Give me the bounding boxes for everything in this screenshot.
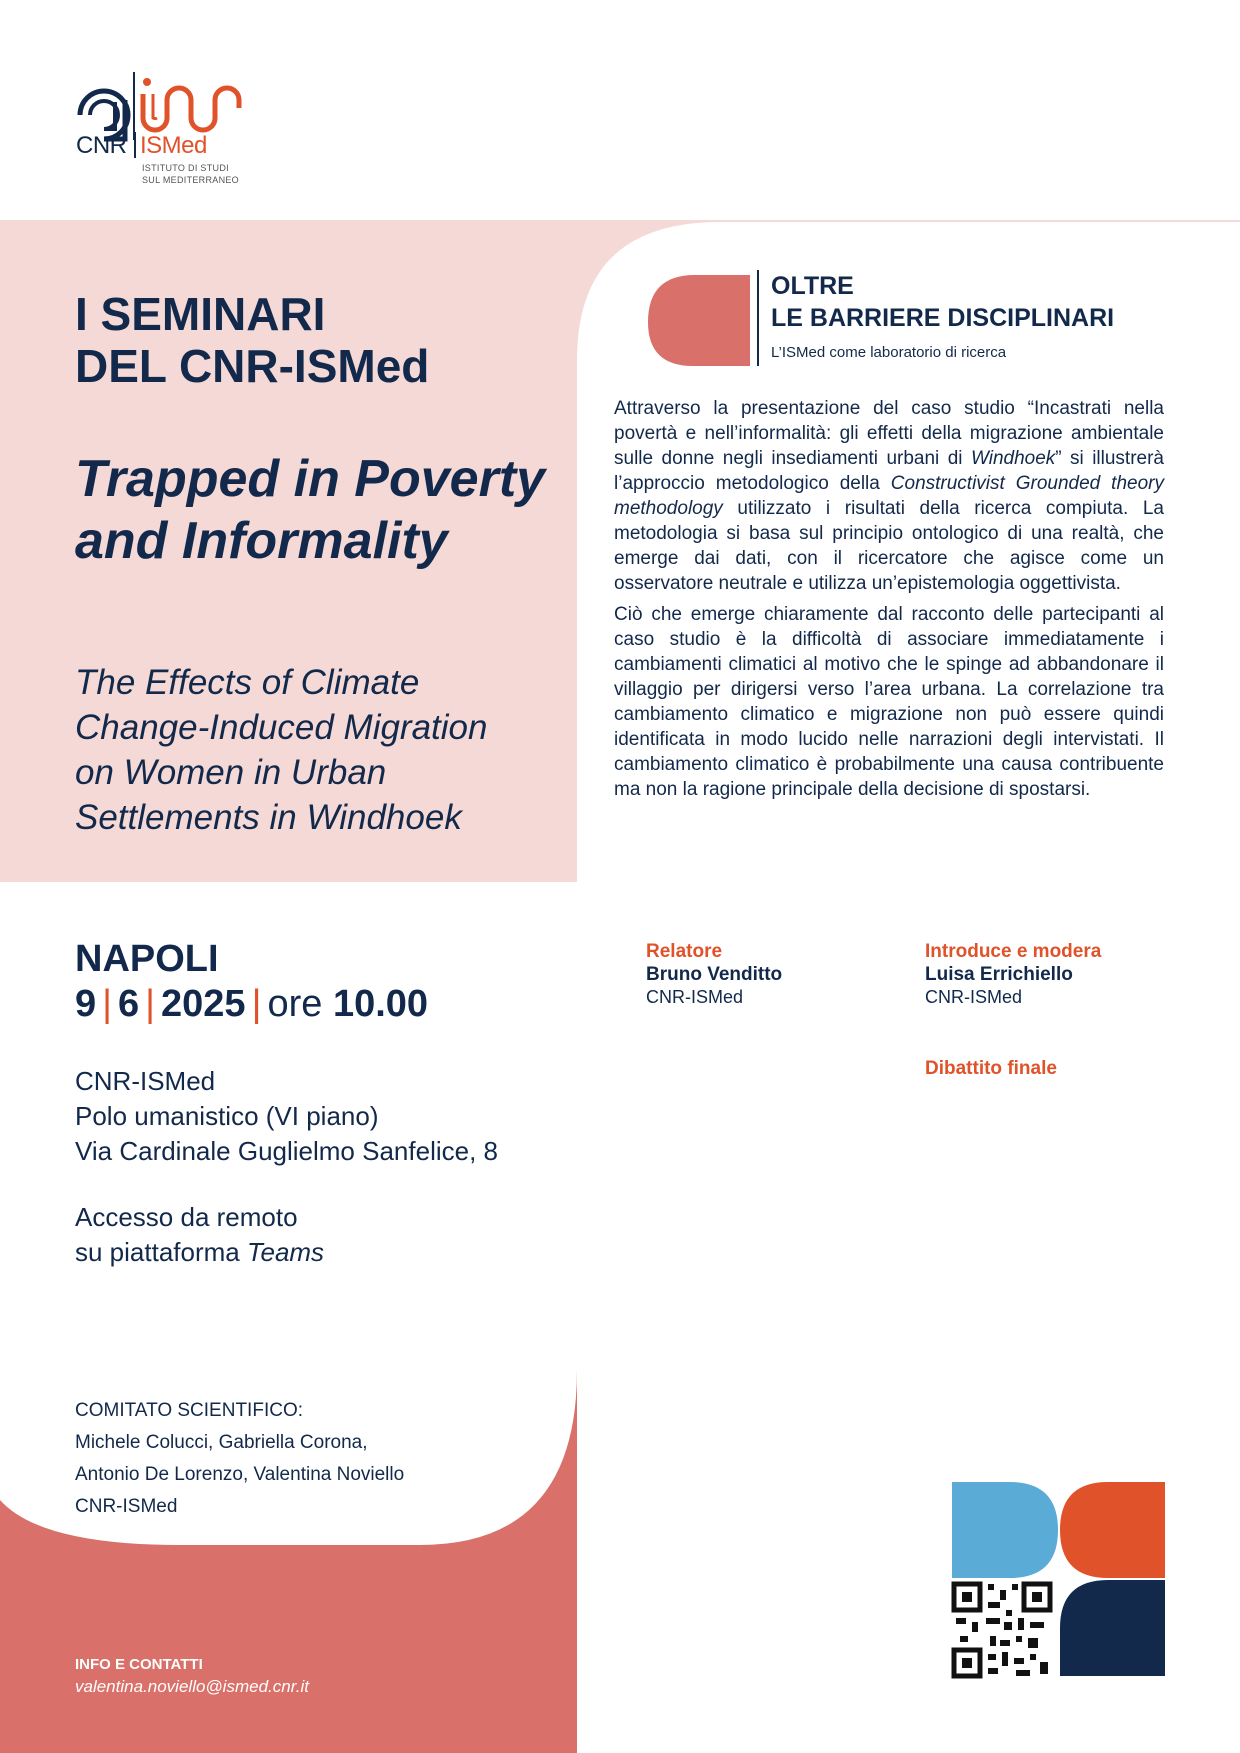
title-line: Trapped in Poverty: [75, 450, 546, 508]
series-line: I SEMINARI: [75, 288, 326, 340]
abstract-paragraph-1: Attraverso la presentazione del caso studio “Incastrati nella povertà e nell’informalità: gli effetti della migrazione ambientale sulle donne negli insediamenti urbani di Windhoek” si illustrerà l’approccio metodologico della Constructivist Grounded theory methodology utilizzato i risultati della ricerca compiuta. La metodologia si basa sul principio ontologico di una realtà, che emerge dai dati, con il ricercatore che agisce come un osservatore neutrale e utilizza un’epistemologia oggettivista.: [614, 398, 1164, 594]
speaker-moderatore: [925, 940, 1101, 1009]
event-city: NAPOLI: [75, 938, 219, 980]
scientific-committee: [75, 1395, 404, 1523]
curve-transition: [0, 882, 577, 940]
role-label: Introduce e modera: [925, 941, 1102, 962]
subtitle-line: on Women in Urban: [75, 753, 387, 792]
subtitle-line: Change-Induced Migration: [75, 708, 488, 747]
committee-line: Antonio De Lorenzo, Valentina Noviello: [75, 1464, 405, 1485]
logo-subtitle-line: ISTITUTO DI STUDI: [142, 163, 229, 173]
navy-shape: [1060, 1580, 1165, 1676]
logo-ismed-text: ISMed: [140, 132, 207, 159]
orange-shape: [1060, 1482, 1165, 1578]
logo-subtitle-line: SUL MEDITERRANEO: [142, 175, 239, 185]
box-header-divider: [757, 270, 759, 366]
logo-subtitle: [142, 162, 239, 186]
abstract-text: [614, 396, 1164, 808]
committee-line: CNR-ISMed: [75, 1496, 178, 1517]
title-line: and Informality: [75, 512, 448, 570]
subtitle-line: Settlements in Windhoek: [75, 798, 462, 837]
speaker-name: Bruno Venditto: [646, 964, 783, 985]
platform-name: Teams: [246, 1237, 325, 1267]
logo-separator: [134, 132, 136, 158]
contact-email-link[interactable]: valentina.noviello@ismed.cnr.it: [75, 1677, 309, 1696]
box-title-line: LE BARRIERE DISCIPLINARI: [771, 304, 1115, 332]
event-venue: [75, 1064, 498, 1169]
committee-label: COMITATO SCIENTIFICO:: [75, 1400, 303, 1421]
role-label: Relatore: [646, 941, 723, 962]
speaker-name: Luisa Errichiello: [925, 964, 1073, 985]
venue-line: Polo umanistico (VI piano): [75, 1101, 379, 1131]
contacts-label: INFO E CONTATTI: [75, 1656, 203, 1673]
seminar-title: [75, 448, 575, 572]
box-title-line: OLTRE: [771, 272, 854, 300]
remote-line: Accesso da remoto: [75, 1202, 298, 1232]
qr-code[interactable]: [952, 1582, 1052, 1678]
speaker-affiliation: CNR-ISMed: [646, 987, 744, 1007]
remote-line: su piattaforma Teams: [75, 1237, 325, 1267]
seminar-subtitle: [75, 660, 555, 840]
series-heading: [75, 288, 429, 392]
committee-line: Michele Colucci, Gabriella Corona,: [75, 1432, 368, 1453]
speaker-affiliation: CNR-ISMed: [925, 987, 1023, 1007]
speaker-relatore: [646, 940, 782, 1009]
blue-shape: [952, 1482, 1058, 1578]
remote-access: [75, 1200, 324, 1270]
venue-line: CNR-ISMed: [75, 1066, 216, 1096]
logo-cnr-text: CNR: [76, 132, 127, 159]
event-date: 9 | 6 | 2025 | ore 10.00: [75, 983, 429, 1025]
box-title: [771, 270, 1114, 334]
abstract-paragraph-2: Ciò che emerge chiaramente dal racconto delle partecipanti al caso studio è la difficoltà di associare immediatamente i cambiamenti climatici al motivo che le spinge ad abbandonare il villaggio per dirigersi verso l’area urbana. La correlazione tra cambiamento climatico e migrazione non può essere quindi identificata in modo lucido nelle narrazioni degli intervistati. Il cambiamento climatico è probabilmente una causa contribuente ma non la ragione principale della decisione di spostarsi.: [614, 604, 1164, 800]
series-line: DEL CNR-ISMed: [75, 340, 430, 392]
box-tagline: L’ISMed come laboratorio di ricerca: [771, 344, 1007, 361]
box-header-shape: [648, 275, 750, 366]
venue-line: Via Cardinale Guglielmo Sanfelice, 8: [75, 1136, 498, 1166]
final-debate-label: Dibattito finale: [925, 1058, 1057, 1079]
subtitle-line: The Effects of Climate: [75, 663, 420, 702]
